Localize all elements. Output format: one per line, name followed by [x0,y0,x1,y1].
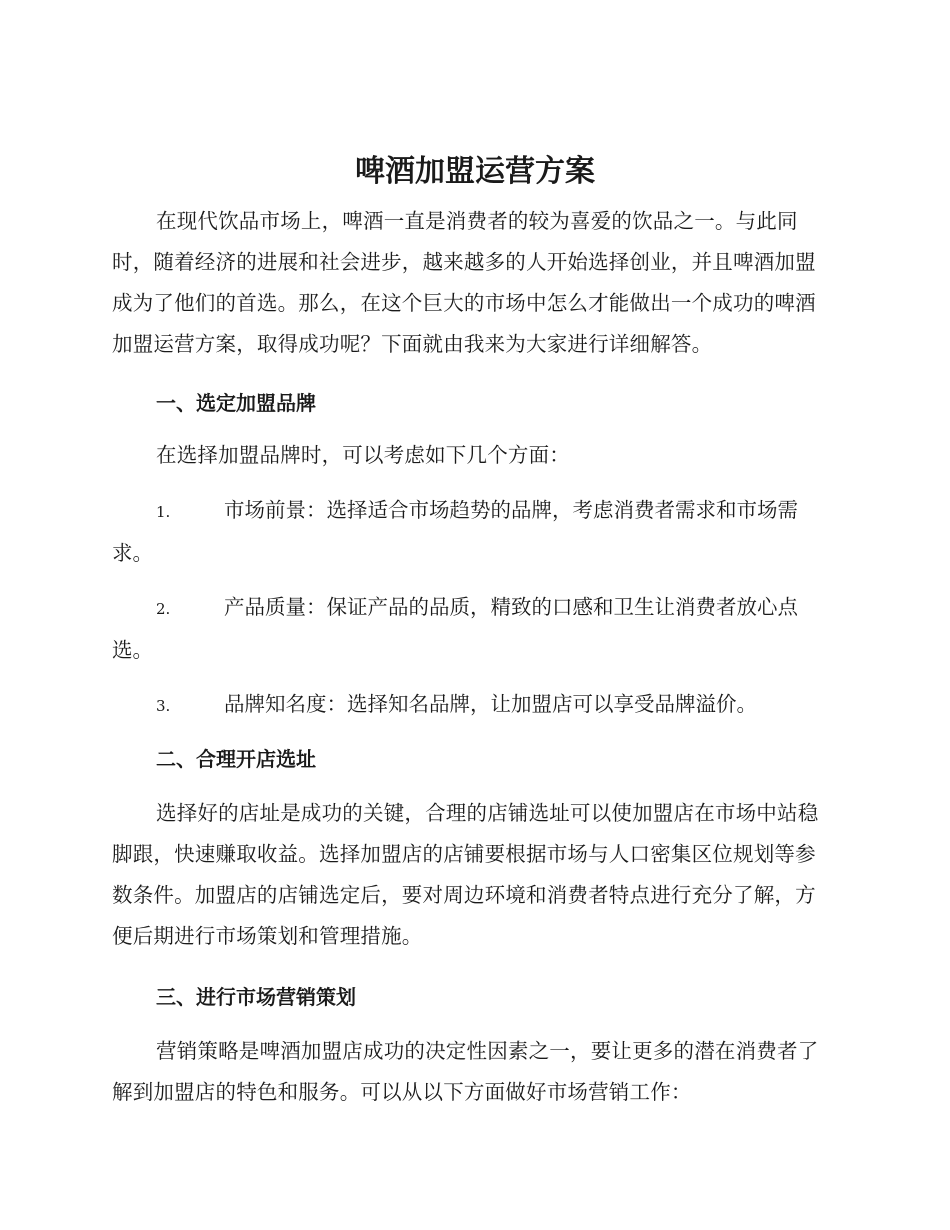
section-1-heading: 一、选定加盟品牌 [156,391,316,415]
list-number: 1. [156,503,171,521]
section-2-body: 选择好的店址是成功的关键，合理的店铺选址可以使加盟店在市场中站稳脚跟，快速赚取收益。选择加盟店的店铺要根据市场与人口密集区位规划等参数条件。加盟店的店铺选定后，要对周边环境和消费者特点进行充分了解，方便后期进行市场策划和管理措施。 [112,801,819,948]
section-2-heading: 二、合理开店选址 [156,747,316,771]
section-3-body: 营销策略是啤酒加盟店成功的决定性因素之一，要让更多的潜在消费者了解到加盟店的特色和服务。可以从以下方面做好市场营销工作： [112,1039,819,1104]
list-item-text: 市场前景：选择适合市场趋势的品牌，考虑消费者需求和市场需求。 [112,498,798,565]
list-number: 3. [156,697,171,715]
document-title: 啤酒加盟运营方案 [355,154,595,189]
section-1-lead: 在选择加盟品牌时，可以考虑如下几个方面： [156,443,570,467]
list-item-2 [112,587,832,671]
intro-paragraph: 在现代饮品市场上，啤酒一直是消费者的较为喜爱的饮品之一。与此同时，随着经济的进展和社会进步，越来越多的人开始选择创业，并且啤酒加盟成为了他们的首选。那么，在这个巨大的市场中怎么才能做出一个成功的啤酒加盟运营方案，取得成功呢？下面就由我来为大家进行详细解答。 [112,209,816,356]
section-3-heading: 三、进行市场营销策划 [156,985,356,1009]
list-item-3 [112,684,832,727]
list-item-1 [112,490,832,574]
list-number: 2. [156,600,171,618]
list-item-text: 产品质量：保证产品的品质，精致的口感和卫生让消费者放心点选。 [112,595,798,662]
list-item-text: 品牌知名度：选择知名品牌，让加盟店可以享受品牌溢价。 [224,692,757,716]
